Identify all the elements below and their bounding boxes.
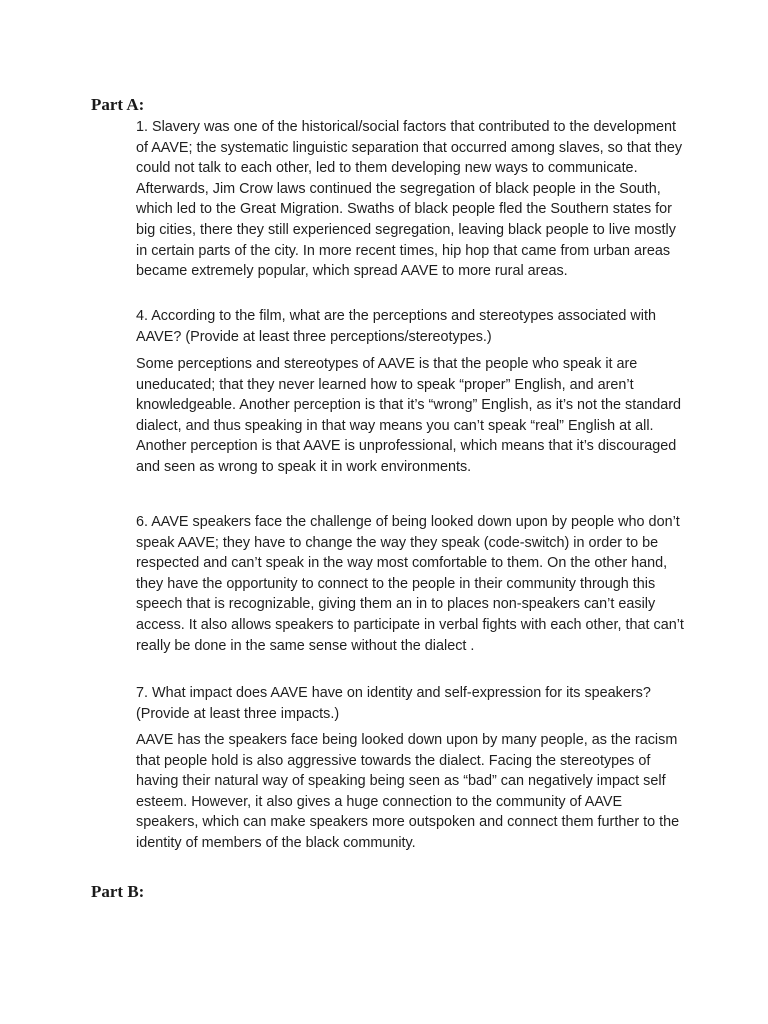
answer-4-paragraph: Some perceptions and stereotypes of AAVE is that the people who speak it are uneducated; that they never learned how to speak “proper” English, and aren’t knowledgeable. Another perception is that it’s “wrong” English, as it’s not the standard dialect, and thus speaking in that way means you can’t speak “real” English at all. Another perception is that AAVE is unprofessional, which means that it’s discouraged and seen as wrong to speak it in work environments. <box>136 356 682 475</box>
answer-1-paragraph: 1. Slavery was one of the historical/social factors that contributed to the development of AAVE; the systematic linguistic separation that occurred among slaves, so that they could not talk to each other, led to them developing new ways to communicate. Afterwards, Jim Crow laws continued the segregation of black people in the South, which led to the Great Migration. Swaths of black people fled the Southern states for big cities, there they still experienced segregation, leaving black people to live mostly in certain parts of the city. In more recent times, hip hop that came from urban areas became extremely popular, which spread AAVE to more rural areas. <box>136 119 683 280</box>
part-b-heading: Part B: <box>91 882 145 901</box>
question-7-paragraph: 7. What impact does AAVE have on identity and self-expression for its speakers? (Provide at least three impacts.) <box>136 685 651 722</box>
question-4-paragraph: 4. According to the film, what are the perceptions and stereotypes associated with AAVE? (Provide at least three perceptions/stereotypes.) <box>136 308 656 345</box>
answer-7-paragraph: AAVE has the speakers face being looked down upon by many people, as the racism that people hold is also aggressive towards the dialect. Facing the stereotypes of having their natural way of speaking being seen as “bad” can negatively impact self esteem. However, it also gives a huge connection to the community of AAVE speakers, which can make speakers more outspoken and connect them further to the identity of members of the black community. <box>136 732 680 851</box>
answer-6-paragraph: 6. AAVE speakers face the challenge of being looked down upon by people who don’t speak AAVE; they have to change the way they speak (code-switch) in order to be respected and can’t speak in the way most comfortable to them. On the other hand, they have the opportunity to connect to the people in their community through this speech that is recognizable, giving them an in to places non-speakers can’t easily access. It also allows speakers to participate in verbal fights with each other, that can’t really be done in the same sense without the dialect . <box>136 514 684 654</box>
part-a-heading: Part A: <box>91 95 145 114</box>
